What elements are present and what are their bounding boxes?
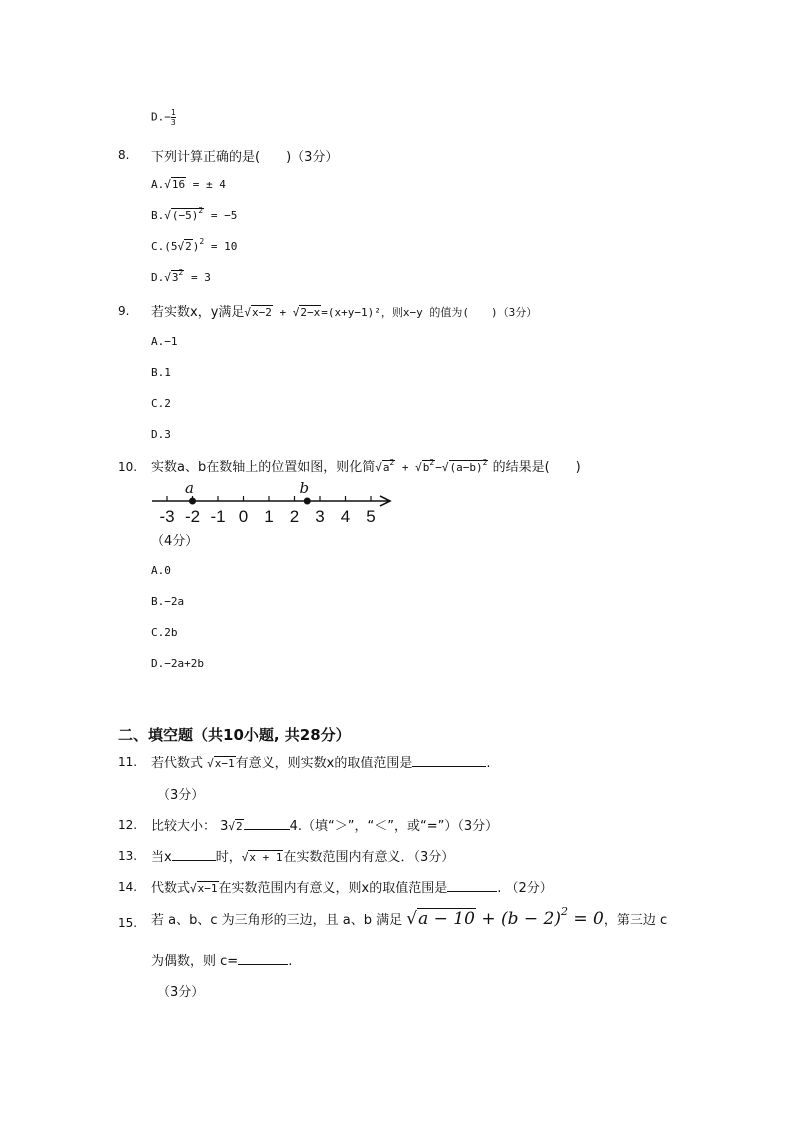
operator: + bbox=[272, 306, 293, 319]
axis-tick-label: 5 bbox=[366, 507, 376, 526]
q8-option-c: $C.(5√2)^2 = 10$ bbox=[151, 237, 238, 253]
exponent: 2 bbox=[482, 458, 488, 467]
radicand: 2 bbox=[236, 820, 243, 833]
section-title: 二、填空题（共10小题, 共28分） bbox=[118, 726, 351, 744]
q12-stem: 比较大小： 3√2 4.（填“＞”，“＜”，或“=”）（3分） bbox=[151, 819, 499, 834]
stem-text: 4.（填“＞”，“＜”，或“=”）（3分） bbox=[289, 819, 499, 834]
answer-blank[interactable] bbox=[172, 848, 216, 861]
radicand: 2−x bbox=[300, 306, 321, 319]
axis-tick-label: 1 bbox=[264, 507, 274, 526]
axis-tick-label: -2 bbox=[184, 507, 201, 526]
q9-option-b: B.1 bbox=[151, 366, 171, 379]
q11-stem: 若代数式 √x−1有意义，则实数x的取值范围是 . bbox=[151, 756, 491, 771]
math-term: = 0 bbox=[568, 909, 604, 929]
stem-text: . bbox=[288, 954, 293, 969]
q11-number: 11. bbox=[118, 755, 138, 769]
radicand: x−1 bbox=[197, 882, 218, 895]
exponent: 2 bbox=[389, 458, 395, 467]
q8-option-b: $B.√(-5)^2 = -5$ bbox=[151, 206, 238, 222]
stem-text: 若 a、b、c 为三角形的三边，且 a、b 满足 bbox=[151, 913, 407, 928]
stem-text: . bbox=[486, 756, 491, 771]
q9-option-c: C.2 bbox=[151, 397, 171, 410]
radicand-base: (a−b) bbox=[449, 461, 483, 474]
fraction bbox=[171, 108, 176, 127]
option-label: A. bbox=[151, 178, 165, 191]
stem-text: 实数a、b在数轴上的位置如图，则化简 bbox=[151, 460, 376, 475]
q10-score: （4分） bbox=[151, 534, 199, 549]
radicand bbox=[382, 460, 395, 476]
radicand bbox=[171, 270, 184, 286]
fraction-denominator: 3 bbox=[170, 118, 176, 127]
axis-tick-label: 0 bbox=[238, 507, 249, 526]
q13-number: 13. bbox=[118, 849, 138, 863]
q8-option-d: $D.√3^2 = 3$ bbox=[151, 268, 211, 284]
answer-blank[interactable] bbox=[238, 952, 288, 965]
axis-tick-label: -1 bbox=[210, 507, 226, 526]
q7-option-d bbox=[151, 108, 176, 127]
stem-text: ，第三边 c bbox=[603, 913, 668, 928]
radicand bbox=[422, 460, 435, 476]
radicand bbox=[449, 460, 489, 476]
q10-option-d: D.−2a+2b bbox=[151, 657, 204, 670]
radicand bbox=[171, 208, 204, 224]
axis-tick-label: 4 bbox=[340, 507, 351, 526]
option-text: = 3 bbox=[184, 271, 211, 284]
q10-option-a: A.0 bbox=[151, 564, 171, 577]
stem-text: 时， bbox=[215, 850, 242, 865]
q8-option-a: A.√16 = ± 4 bbox=[151, 178, 226, 191]
radicand-base: b bbox=[422, 461, 430, 474]
math-term: + (b − 2) bbox=[475, 909, 561, 929]
stem-text: 为偶数，则 c= bbox=[151, 954, 239, 969]
stem-text: . （2分） bbox=[497, 881, 553, 896]
stem-text: 有意义，则实数x的取值范围是 bbox=[235, 756, 413, 771]
option-text: = 10 bbox=[204, 240, 238, 253]
q12-number: 12. bbox=[118, 818, 138, 832]
option-label: B. bbox=[151, 209, 165, 222]
axis-tick-label: -3 bbox=[159, 507, 175, 526]
radicand: x−2 bbox=[252, 306, 272, 319]
axis-tick-label: 3 bbox=[315, 507, 325, 526]
q15-number: 15. bbox=[118, 916, 138, 930]
exponent: 2 bbox=[429, 458, 435, 467]
stem-text: =(x+y−1)²，则x−y 的值为( )（3分） bbox=[321, 306, 538, 319]
exponent: 2 bbox=[561, 905, 568, 918]
answer-blank[interactable] bbox=[244, 817, 290, 830]
stem-text: 的结果是( ) bbox=[488, 460, 581, 475]
stem-text: 当x bbox=[151, 850, 172, 865]
option-text: = ± 4 bbox=[186, 178, 226, 191]
q9-stem: 若实数x，y满足√x−2 + √2−x=(x+y−1)²，则x−y 的值为( )（3分） bbox=[151, 305, 538, 320]
point-marker-a bbox=[189, 498, 196, 505]
radicand-base: a bbox=[382, 461, 390, 474]
radicand-base: 3 bbox=[171, 271, 179, 284]
q9-option-a: A.−1 bbox=[151, 335, 178, 348]
stem-text: 若实数x，y满足 bbox=[151, 305, 245, 320]
radicand: a − 10 bbox=[418, 909, 475, 929]
q14-number: 14. bbox=[118, 880, 138, 894]
answer-blank[interactable] bbox=[412, 754, 486, 767]
q7-option-d-prefix: D.− bbox=[151, 110, 171, 124]
q10-option-c: C.2b bbox=[151, 626, 178, 639]
answer-blank[interactable] bbox=[447, 879, 497, 892]
stem-text: 若代数式 bbox=[151, 756, 208, 771]
q15-score: （3分） bbox=[157, 985, 205, 1000]
stem-text: 在实数范围内有意义．（3分） bbox=[283, 850, 455, 865]
operator: + bbox=[395, 461, 416, 474]
point-marker-b bbox=[304, 498, 311, 505]
q11-score: （3分） bbox=[157, 788, 205, 803]
q8-stem: 下列计算正确的是( )（3分） bbox=[151, 150, 339, 165]
radicand: x−1 bbox=[214, 757, 235, 770]
q10-option-b: B.−2a bbox=[151, 595, 185, 608]
q13-stem: 当x 时，√x + 1在实数范围内有意义．（3分） bbox=[151, 850, 455, 865]
q14-stem: 代数式√x−1在实数范围内有意义，则x的取值范围是 . （2分） bbox=[151, 881, 553, 896]
point-label-a: a bbox=[185, 479, 194, 497]
exponent: 2 bbox=[198, 206, 204, 215]
stem-text: 代数式 bbox=[151, 881, 191, 896]
stem-text: 比较大小： 3 bbox=[151, 819, 229, 834]
exponent: 2 bbox=[178, 268, 184, 277]
q15-stem-line2 bbox=[151, 950, 292, 969]
fraction-numerator: 1 bbox=[170, 108, 176, 117]
radicand: 16 bbox=[171, 178, 186, 191]
q10-stem: 实数a、b在数轴上的位置如图，则化简$√a^2 + √b^2-√(a-b)^2$ 的结果是( ) bbox=[151, 458, 581, 475]
q10-number: 10. bbox=[118, 460, 138, 474]
option-label: C.(5 bbox=[151, 240, 178, 253]
stem-text: 在实数范围内有意义，则x的取值范围是 bbox=[218, 881, 448, 896]
option-label: D. bbox=[151, 271, 165, 284]
axis-tick-label: 2 bbox=[289, 507, 300, 526]
operator: − bbox=[435, 461, 442, 474]
point-label-b: b bbox=[299, 479, 310, 497]
radicand-base: (−5) bbox=[171, 209, 199, 222]
q15-stem: 若 a、b、c 为三角形的三边，且 a、b 满足 $√a - 10 + (b - 2)^2 = 0$，第三边 c bbox=[151, 905, 668, 929]
radicand: 2 bbox=[185, 240, 192, 253]
number-line bbox=[150, 478, 400, 528]
radicand: x + 1 bbox=[249, 851, 283, 864]
q9-option-d: D.3 bbox=[151, 428, 171, 441]
exponent: 2 bbox=[199, 237, 205, 246]
q8-number: 8. bbox=[118, 148, 130, 162]
paren: ) bbox=[192, 240, 200, 253]
option-text: = −5 bbox=[204, 209, 238, 222]
q9-number: 9. bbox=[118, 304, 130, 318]
